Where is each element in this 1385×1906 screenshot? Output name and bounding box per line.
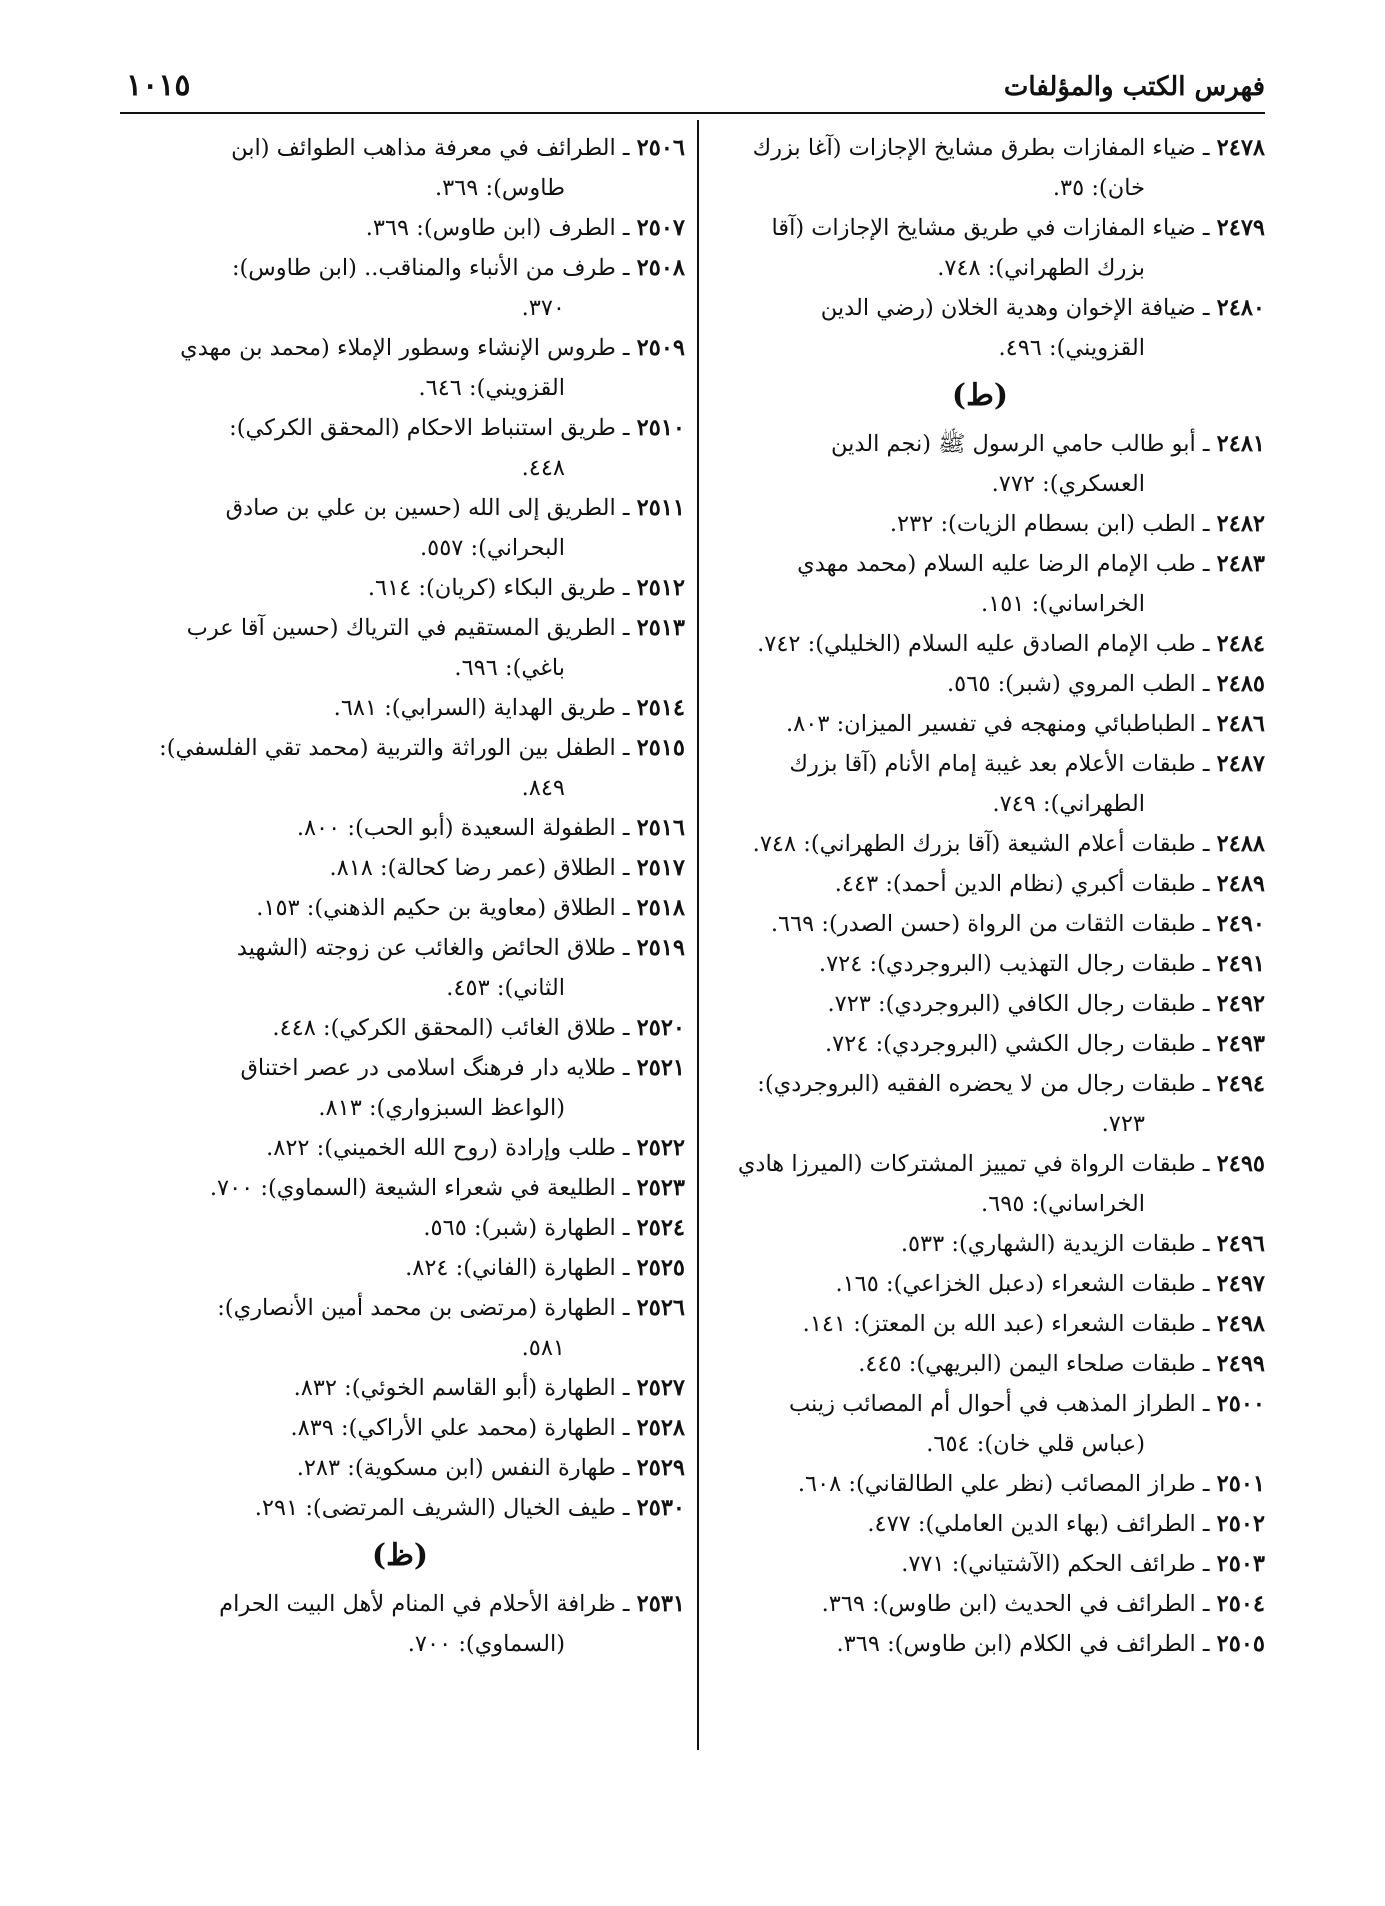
entry-number: ٢٥١٩ — [636, 935, 685, 961]
entry-title: ـ طبقات الشعراء (دعبل الخزاعي): ١٦٥. — [835, 1271, 1210, 1297]
entry-title: ـ الطرائف في الكلام (ابن طاوس): ٣٦٩. — [836, 1631, 1210, 1657]
entry-title: ـ طبقات أعلام الشيعة (آقا بزرك الطهراني): ٧٤٨. — [752, 831, 1210, 857]
entry-number: ٢٤٩٣ — [1216, 1031, 1265, 1057]
index-entry — [115, 1248, 685, 1288]
entry-title: ـ ضيافة الإخوان وهدية الخلان (رضي الدين — [820, 295, 1210, 321]
entry-continuation: (عباس قلي خان): ٦٥٤. — [926, 1431, 1145, 1457]
entry-title: ـ طلاق الغائب (المحقق الكركي): ٤٤٨. — [272, 1015, 630, 1041]
entry-title: ـ طبقات الشعراء (عبد الله بن المعتز): ١٤١. — [802, 1311, 1210, 1337]
entry-title: ـ طبقات رجال من لا يحضره الفقيه (البروجردي): — [757, 1071, 1210, 1097]
entry-title: ـ طبقات رجال التهذيب (البروجردي): ٧٢٤. — [818, 951, 1210, 977]
index-entry — [695, 544, 1265, 624]
index-entry — [115, 128, 685, 208]
entry-number: ٢٥٢١ — [636, 1055, 685, 1081]
entry-number: ٢٤٧٨ — [1216, 135, 1265, 161]
index-entry — [695, 1224, 1265, 1264]
entry-title: ـ الطب المروي (شبر): ٥٦٥. — [947, 671, 1210, 697]
index-entry — [115, 1208, 685, 1248]
entry-number: ٢٥١٨ — [636, 895, 685, 921]
entry-continuation: (الواعظ السبزواري): ٨١٣. — [318, 1095, 565, 1121]
entry-continuation: بزرك الطهراني): ٧٤٨. — [937, 255, 1145, 281]
index-entry — [695, 624, 1265, 664]
entry-title: ـ طبقات الثقات من الرواة (حسن الصدر): ٦٦٩. — [770, 911, 1210, 937]
index-entry — [695, 1544, 1265, 1584]
entry-title: ـ الطب (ابن بسطام الزيات): ٢٣٢. — [889, 511, 1210, 537]
entry-number: ٢٥٠٩ — [636, 335, 685, 361]
index-entry — [695, 1304, 1265, 1344]
index-entry — [115, 728, 685, 808]
entry-number: ٢٥١٦ — [636, 815, 685, 841]
entry-number: ٢٥٠٥ — [1216, 1631, 1265, 1657]
entry-title: ـ طبقات أكبري (نظام الدين أحمد): ٤٤٣. — [834, 871, 1210, 897]
entry-number: ٢٤٨١ — [1216, 431, 1265, 457]
entry-number: ٢٥٠٤ — [1216, 1591, 1265, 1617]
entry-number: ٢٤٨٨ — [1216, 831, 1265, 857]
entry-number: ٢٥٠٣ — [1216, 1551, 1265, 1577]
entry-number: ٢٥١٥ — [636, 735, 685, 761]
entry-title: ـ الطهارة (الفاني): ٨٢٤. — [405, 1255, 630, 1281]
index-entry — [115, 688, 685, 728]
index-entry — [695, 824, 1265, 864]
entry-title: ـ طب الإمام الصادق عليه السلام (الخليلي): ٧٤٢. — [757, 631, 1210, 657]
entry-continuation: الخراساني): ٦٩٥. — [981, 1191, 1145, 1217]
entry-title: ـ طبقات رجال الكافي (البروجردي): ٧٢٣. — [827, 991, 1210, 1017]
entry-continuation: العسكري): ٧٧٢. — [991, 471, 1145, 497]
entry-title: ـ الطهارة (أبو القاسم الخوئي): ٨٣٢. — [293, 1375, 630, 1401]
entry-title: ـ الطراز المذهب في أحوال أم المصائب زينب — [788, 1391, 1210, 1417]
entry-title: ـ طريق الهداية (السرابي): ٦٨١. — [333, 695, 630, 721]
index-entry — [695, 744, 1265, 824]
entry-number: ٢٤٨٧ — [1216, 751, 1265, 777]
entry-number: ٢٤٩٠ — [1216, 911, 1265, 937]
left-column — [115, 128, 685, 1664]
right-column — [695, 128, 1265, 1664]
index-entry — [695, 1024, 1265, 1064]
entry-title: ـ الطهارة (شبر): ٥٦٥. — [423, 1215, 630, 1241]
entry-number: ٢٥٠٠ — [1216, 1391, 1265, 1417]
entry-number: ٢٥١٤ — [636, 695, 685, 721]
page-number: ١٠١٥ — [126, 68, 191, 103]
entry-number: ٢٥٢٩ — [636, 1455, 685, 1481]
entry-title: ـ طريق البكاء (كريان): ٦١٤. — [367, 575, 630, 601]
entry-continuation: ٣٧٠. — [521, 295, 565, 321]
entry-title: ـ أبو طالب حامي الرسول ﷺ (نجم الدين — [831, 431, 1210, 457]
entry-title: ـ طبقات الرواة في تمييز المشتركات (الميرزا هادي — [737, 1151, 1210, 1177]
entry-title: ـ طلايه دار فرهنگ اسلامى در عصر اختناق — [240, 1055, 630, 1081]
index-entry — [115, 328, 685, 408]
entry-number: ٢٥٠١ — [1216, 1471, 1265, 1497]
entry-continuation: الطهراني): ٧٤٩. — [992, 791, 1145, 817]
entry-title: ـ الطلاق (معاوية بن حكيم الذهني): ١٥٣. — [256, 895, 630, 921]
index-entry — [695, 1584, 1265, 1624]
section-heading: (ط) — [951, 378, 1009, 413]
index-entry — [695, 704, 1265, 744]
entry-number: ٢٥١٠ — [636, 415, 685, 441]
entry-number: ٢٥١١ — [636, 495, 685, 521]
index-entry — [695, 1144, 1265, 1224]
entry-number: ٢٤٨٥ — [1216, 671, 1265, 697]
index-entry — [695, 1064, 1265, 1144]
entry-number: ٢٤٩٧ — [1216, 1271, 1265, 1297]
entry-number: ٢٥٠٢ — [1216, 1511, 1265, 1537]
entry-continuation: ٨٤٩. — [521, 775, 565, 801]
index-entry — [695, 904, 1265, 944]
entry-number: ٢٥٢٤ — [636, 1215, 685, 1241]
entry-title: ـ طلاق الحائض والغائب عن زوجته (الشهيد — [236, 935, 630, 961]
entry-number: ٢٥١٣ — [636, 615, 685, 641]
entry-title: ـ ضياء المفازات في طريق مشايخ الإجازات (آقا — [771, 215, 1210, 241]
index-entry — [115, 1408, 685, 1448]
index-entry — [695, 504, 1265, 544]
entry-number: ٢٤٨٣ — [1216, 551, 1265, 577]
index-entry — [115, 1128, 685, 1168]
index-entry — [115, 208, 685, 248]
index-entry — [695, 208, 1265, 288]
entry-number: ٢٥٢٥ — [636, 1255, 685, 1281]
entry-title: ـ طبقات الأعلام بعد غيبة إمام الأنام (آقا بزرك — [789, 751, 1210, 777]
index-entry — [115, 1584, 685, 1664]
running-title: فهرس الكتب والمؤلفات — [1003, 72, 1265, 102]
entry-title: ـ طبقات رجال الكشي (البروجردي): ٧٢٤. — [825, 1031, 1210, 1057]
entry-title: ـ طبقات صلحاء اليمن (البريهي): ٤٤٥. — [858, 1351, 1210, 1377]
index-entry — [115, 1008, 685, 1048]
index-entry — [695, 1624, 1265, 1664]
index-entry — [115, 408, 685, 488]
entry-number: ٢٥٢٠ — [636, 1015, 685, 1041]
index-entry — [115, 888, 685, 928]
entry-number: ٢٤٨٠ — [1216, 295, 1265, 321]
index-entry — [115, 568, 685, 608]
entry-continuation: ٧٢٣. — [1101, 1111, 1145, 1137]
index-entry — [115, 608, 685, 688]
entry-title: ـ الطلاق (عمر رضا كحالة): ٨١٨. — [329, 855, 630, 881]
entry-title: ـ ضياء المفازات بطرق مشايخ الإجازات (آغا بزرك — [752, 135, 1210, 161]
entry-number: ٢٥٠٨ — [636, 255, 685, 281]
entry-number: ٢٤٩٩ — [1216, 1351, 1265, 1377]
index-entry — [115, 1168, 685, 1208]
entry-title: ـ طريق استنباط الاحكام (المحقق الكركي): — [229, 415, 630, 441]
index-entry — [695, 944, 1265, 984]
entry-number: ٢٤٧٩ — [1216, 215, 1265, 241]
index-entry — [115, 848, 685, 888]
entry-number: ٢٥٢٧ — [636, 1375, 685, 1401]
entry-number: ٢٥١٧ — [636, 855, 685, 881]
index-entry — [115, 1048, 685, 1128]
entry-title: ـ الطريق إلى الله (حسين بن علي بن صادق — [225, 495, 630, 521]
entry-number: ٢٤٩١ — [1216, 951, 1265, 977]
entry-title: ـ الطليعة في شعراء الشيعة (السماوي): ٧٠٠. — [209, 1175, 630, 1201]
entry-continuation: ٥٨١. — [521, 1335, 565, 1361]
entry-number: ٢٤٩٤ — [1216, 1071, 1265, 1097]
entry-continuation: القزويني): ٦٤٦. — [418, 375, 565, 401]
entry-number: ٢٥٢٢ — [636, 1135, 685, 1161]
entry-continuation: طاوس): ٣٦٩. — [434, 175, 565, 201]
index-entry — [115, 928, 685, 1008]
index-entry — [115, 1448, 685, 1488]
entry-continuation: الخراساني): ١٥١. — [981, 591, 1145, 617]
entry-title: ـ الطرائف (بهاء الدين العاملي): ٤٧٧. — [867, 1511, 1210, 1537]
entry-number: ٢٤٨٤ — [1216, 631, 1265, 657]
entry-number: ٢٥٠٧ — [636, 215, 685, 241]
index-entry — [115, 808, 685, 848]
entry-title: ـ الطهارة (محمد علي الأراكي): ٨٣٩. — [290, 1415, 630, 1441]
index-entry — [695, 1504, 1265, 1544]
entry-title: ـ طهارة النفس (ابن مسكوية): ٢٨٣. — [296, 1455, 630, 1481]
index-entry — [695, 288, 1265, 368]
entry-title: ـ الطهارة (مرتضى بن محمد أمين الأنصاري): — [217, 1295, 630, 1321]
entry-continuation: الثاني): ٤٥٣. — [446, 975, 565, 1001]
entry-title: ـ طبقات الزيدية (الشهاري): ٥٣٣. — [900, 1231, 1210, 1257]
entry-title: ـ ظرافة الأحلام في المنام لأهل البيت الحرام — [219, 1591, 630, 1617]
entry-continuation: خان): ٣٥. — [1052, 175, 1145, 201]
index-entry — [695, 1344, 1265, 1384]
entry-number: ٢٤٨٩ — [1216, 871, 1265, 897]
entry-number: ٢٥٣٠ — [636, 1495, 685, 1521]
index-entry — [695, 424, 1265, 504]
index-entry — [115, 248, 685, 328]
entry-title: ـ طرف من الأنباء والمناقب.. (ابن طاوس): — [231, 255, 630, 281]
index-entry — [695, 1384, 1265, 1464]
entry-number: ٢٥١٢ — [636, 575, 685, 601]
entry-number: ٢٤٩٢ — [1216, 991, 1265, 1017]
entry-number: ٢٥٣١ — [636, 1591, 685, 1617]
entry-number: ٢٤٨٢ — [1216, 511, 1265, 537]
entry-title: ـ طلب وإرادة (روح الله الخميني): ٨٢٢. — [266, 1135, 630, 1161]
index-entry — [115, 1288, 685, 1368]
index-entry — [115, 1368, 685, 1408]
entry-number: ٢٤٩٦ — [1216, 1231, 1265, 1257]
entry-number: ٢٥٢٣ — [636, 1175, 685, 1201]
entry-number: ٢٥٠٦ — [636, 135, 685, 161]
entry-title: ـ الطرائف في معرفة مذاهب الطوائف (ابن — [231, 135, 630, 161]
entry-continuation: باغي): ٦٩٦. — [454, 655, 565, 681]
index-entry — [695, 864, 1265, 904]
entry-title: ـ طب الإمام الرضا عليه السلام (محمد مهدي — [797, 551, 1210, 577]
entry-number: ٢٤٩٥ — [1216, 1151, 1265, 1177]
entry-title: ـ الطفل بين الوراثة والتربية (محمد تقي الفلسفي): — [159, 735, 630, 761]
entry-title: ـ الطريق المستقيم في الترياك (حسين آقا عرب — [186, 615, 630, 641]
index-entry — [695, 1264, 1265, 1304]
entry-title: ـ طرائف الحكم (الآشتياني): ٧٧١. — [901, 1551, 1210, 1577]
index-entry — [695, 128, 1265, 208]
index-entry — [115, 488, 685, 568]
entry-title: ـ طروس الإنشاء وسطور الإملاء (محمد بن مهدي — [180, 335, 630, 361]
entry-continuation: القزويني): ٤٩٦. — [998, 335, 1145, 361]
index-entry — [115, 1488, 685, 1528]
index-entry — [695, 984, 1265, 1024]
entry-title: ـ الطرف (ابن طاوس): ٣٦٩. — [365, 215, 630, 241]
entry-number: ٢٥٢٦ — [636, 1295, 685, 1321]
entry-title: ـ طراز المصائب (نظر علي الطالقاني): ٦٠٨. — [797, 1471, 1210, 1497]
entry-continuation: البحراني): ٥٥٧. — [419, 535, 565, 561]
entry-title: ـ الطباطبائي ومنهجه في تفسير الميزان: ٨٠٣. — [786, 711, 1210, 737]
entry-continuation: ٤٤٨. — [521, 455, 565, 481]
index-entry — [695, 664, 1265, 704]
entry-number: ٢٤٩٨ — [1216, 1311, 1265, 1337]
page-header — [120, 68, 1265, 114]
entry-number: ٢٤٨٦ — [1216, 711, 1265, 737]
entry-continuation: (السماوي): ٧٠٠. — [407, 1631, 565, 1657]
section-heading: (ظ) — [371, 1538, 429, 1573]
entry-title: ـ طيف الخيال (الشريف المرتضى): ٢٩١. — [254, 1495, 630, 1521]
index-entry — [695, 1464, 1265, 1504]
entry-number: ٢٥٢٨ — [636, 1415, 685, 1441]
entry-title: ـ الطفولة السعيدة (أبو الحب): ٨٠٠. — [296, 815, 630, 841]
entry-title: ـ الطرائف في الحديث (ابن طاوس): ٣٦٩. — [821, 1591, 1210, 1617]
